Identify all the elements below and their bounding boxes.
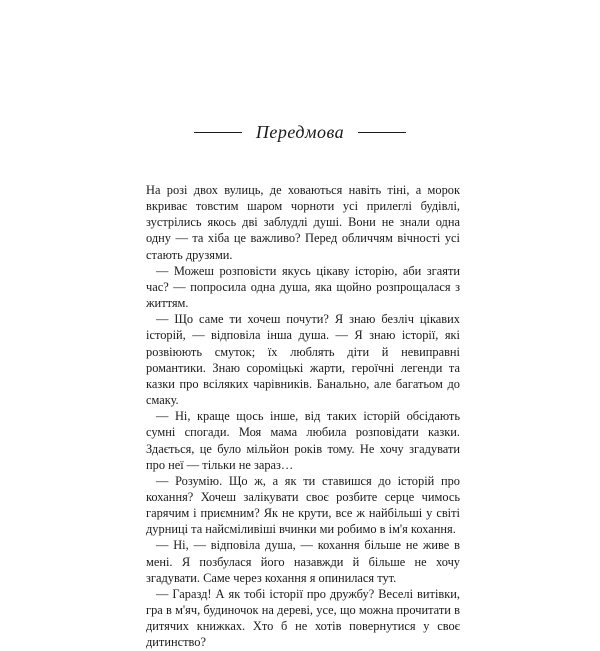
paragraph-dialogue: — Ні, краще щось інше, від таких історій обсідають сумні спогади. Моя мама любила розповідати казки. Здається, це було мільйон років тому. Не хочу згадувати про неї — тільки не зараз…	[146, 409, 460, 472]
heading-rule-left	[194, 132, 242, 133]
chapter-heading	[0, 117, 600, 147]
paragraph-dialogue: — Гаразд! А як тобі історії про дружбу? Веселі витівки, гра в м'яч, будиночок на дереві, усе, що можна прочитати в дитячих книжках. Хто б не хотів повернутися у своє дитинство?	[146, 586, 460, 650]
chapter-title: Передмова	[255, 121, 345, 142]
paragraph-dialogue: — Можеш розповісти якусь цікаву історію, аби згаяти час? — попросила одна душа, яка щойно розпрощалася з життям.	[146, 263, 460, 311]
heading-rule-right	[358, 132, 406, 133]
paragraph-dialogue: — Що саме ти хочеш почути? Я знаю безліч цікавих історій, — відповіла інша душа. — Я знаю історії, які розвіюють смуток; їх люблять діти й невиправні романтики. Знаю сороміцькі жарти, героїчні легенди та казки про всіляких чарівників. Банально, але багатьом до смаку.	[146, 312, 460, 408]
paragraph-dialogue: — Розумію. Що ж, а як ти ставишся до історій про кохання? Хочеш залікувати своє розбите серце чимось гарячим і приємним? Як не крути, все ж найбільші у світі дурниці та найсміливіші вчинки ми робимо в ім'я кохання.	[146, 473, 460, 537]
paragraph-intro: На розі двох вулиць, де ховаються навіть тіні, а морок вкриває товстим шаром чорноти усі прилеглі будівлі, зустрілись якось дві заблудлі душі. Вони не знали одна одну — та хіба це важливо? Перед обличчям вічності усі стають друзями.	[146, 183, 460, 262]
body-text	[146, 182, 460, 651]
paragraph-dialogue: — Ні, — відповіла душа, — кохання більше не живе в мені. Я позбулася його назавжди й більше не хочу згадувати. Саме через кохання я опинилася тут.	[146, 538, 460, 585]
